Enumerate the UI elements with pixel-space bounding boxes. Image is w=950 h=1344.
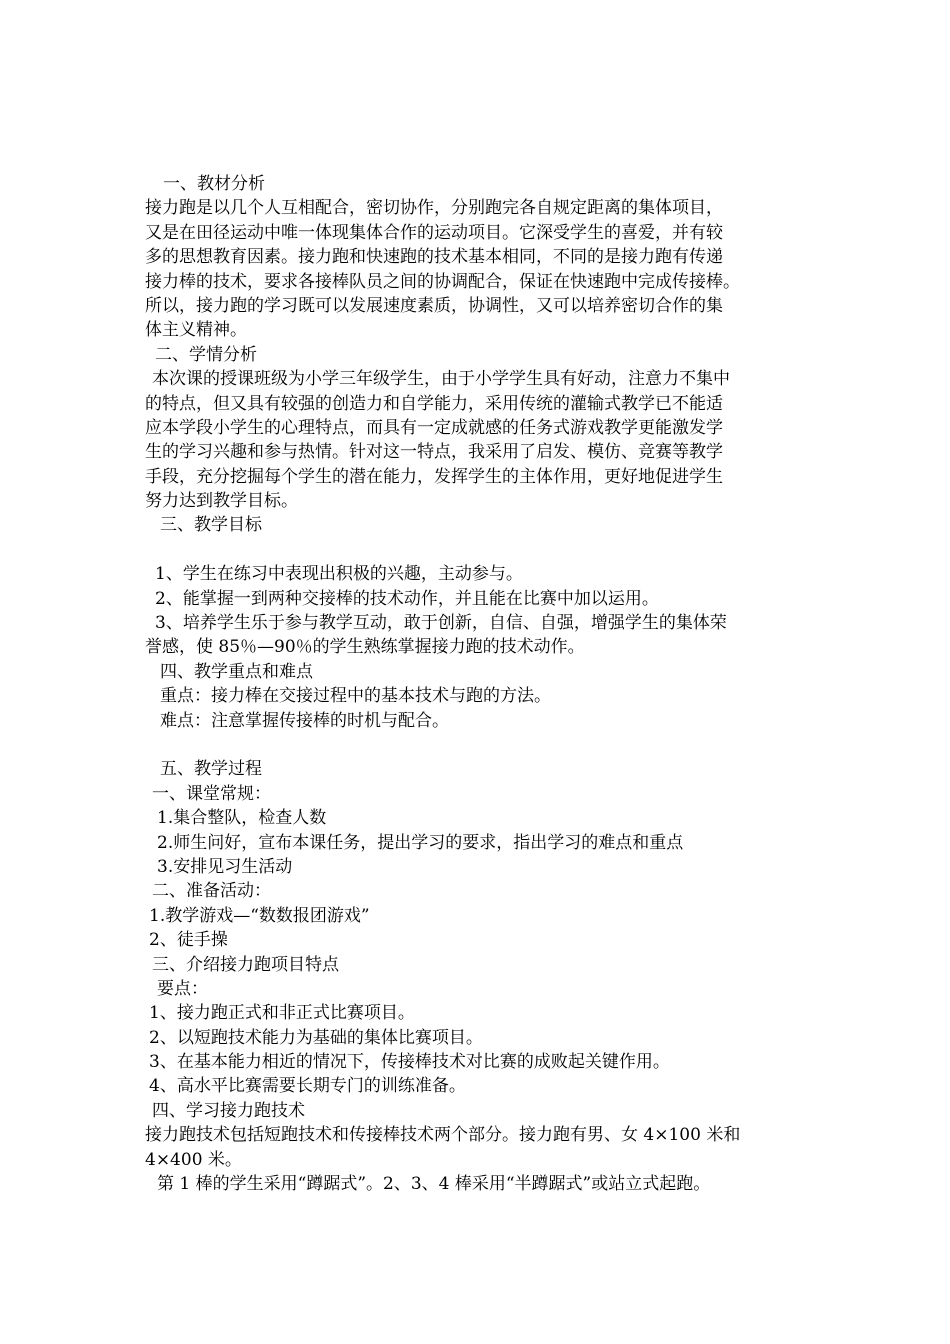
paragraph-line: 手段，充分挖掘每个学生的潜在能力，发挥学生的主体作用，更好地促进学生 <box>145 466 723 487</box>
paragraph-line: 接力棒的技术，要求各接棒队员之间的协调配合，保证在快速跑中完成传接棒。 <box>145 271 740 292</box>
list-heading: 要点： <box>157 978 208 999</box>
section-title: 五、教学过程 <box>160 759 262 780</box>
list-item: 1、接力跑正式和非正式比赛项目。 <box>149 1003 415 1024</box>
list-item: 4、高水平比赛需要长期专门的训练准备。 <box>149 1076 466 1097</box>
subsection-title: 一、课堂常规： <box>152 783 271 804</box>
paragraph-line: 本次课的授课班级为小学三年级学生，由于小学学生具有好动，注意力不集中 <box>152 369 730 390</box>
section-title: 四、教学重点和难点 <box>160 661 313 682</box>
paragraph-line: 体主义精神。 <box>145 320 247 341</box>
subsection-title: 四、学习接力跑技术 <box>152 1100 305 1121</box>
list-item: 2、徒手操 <box>149 930 228 951</box>
goal-item-continued: 誉感，使 85％—90％的学生熟练掌握接力跑的技术动作。 <box>145 637 585 658</box>
list-item: 1.教学游戏—“数数报团游戏” <box>149 905 370 926</box>
paragraph-line: 多的思想教育因素。接力跑和快速跑的技术基本相同，不同的是接力跑有传递 <box>145 247 723 268</box>
list-item: 3、在基本能力相近的情况下，传接棒技术对比赛的成败起关键作用。 <box>149 1052 670 1073</box>
list-item: 1.集合整队，检查人数 <box>157 808 327 829</box>
paragraph-line: 所以，接力跑的学习既可以发展速度素质，协调性，又可以培养密切合作的集 <box>145 295 723 316</box>
paragraph-line: 应本学段小学生的心理特点，而具有一定成就感的任务式游戏教学更能激发学 <box>145 417 723 438</box>
paragraph-line: 4×400 米。 <box>145 1149 242 1170</box>
document-body <box>145 172 815 1196</box>
blank-line <box>145 538 815 562</box>
list-item: 3.安排见习生活动 <box>157 856 293 877</box>
key-point: 重点：接力棒在交接过程中的基本技术与跑的方法。 <box>160 686 551 707</box>
paragraph-line: 的特点，但又具有较强的创造力和自学能力，采用传统的灌输式教学已不能适 <box>145 393 723 414</box>
paragraph-line: 生的学习兴趣和参与热情。针对这一特点，我采用了启发、模仿、竞赛等教学 <box>145 442 723 463</box>
paragraph-line: 努力达到教学目标。 <box>145 491 298 512</box>
goal-item: 1、学生在练习中表现出积极的兴趣，主动参与。 <box>155 564 523 585</box>
paragraph-line: 第 1 棒的学生采用“蹲踞式”。2、3、4 棒采用“半蹲踞式”或站立式起跑。 <box>157 1174 711 1195</box>
difficult-point: 难点：注意掌握传接棒的时机与配合。 <box>160 710 449 731</box>
list-item: 2.师生问好，宣布本课任务，提出学习的要求，指出学习的难点和重点 <box>157 832 684 853</box>
section-title: 三、教学目标 <box>160 515 262 536</box>
subsection-title: 二、准备活动： <box>152 881 271 902</box>
section-title: 二、学情分析 <box>155 344 257 365</box>
paragraph-line: 接力跑是以几个人互相配合，密切协作，分别跑完各自规定距离的集体项目， <box>145 198 723 219</box>
blank-line <box>145 733 815 757</box>
paragraph-line: 接力跑技术包括短跑技术和传接棒技术两个部分。接力跑有男、女 4×100 米和 <box>145 1125 741 1146</box>
goal-item: 2、能掌握一到两种交接棒的技术动作，并且能在比赛中加以运用。 <box>155 588 659 609</box>
section-title: 一、教材分析 <box>163 174 265 194</box>
goal-item: 3、培养学生乐于参与教学互动，敢于创新，自信、自强，增强学生的集体荣 <box>155 613 727 634</box>
paragraph-line: 又是在田径运动中唯一体现集体合作的运动项目。它深受学生的喜爱，并有较 <box>145 222 723 243</box>
subsection-title: 三、介绍接力跑项目特点 <box>152 954 339 975</box>
list-item: 2、以短跑技术能力为基础的集体比赛项目。 <box>149 1027 483 1048</box>
